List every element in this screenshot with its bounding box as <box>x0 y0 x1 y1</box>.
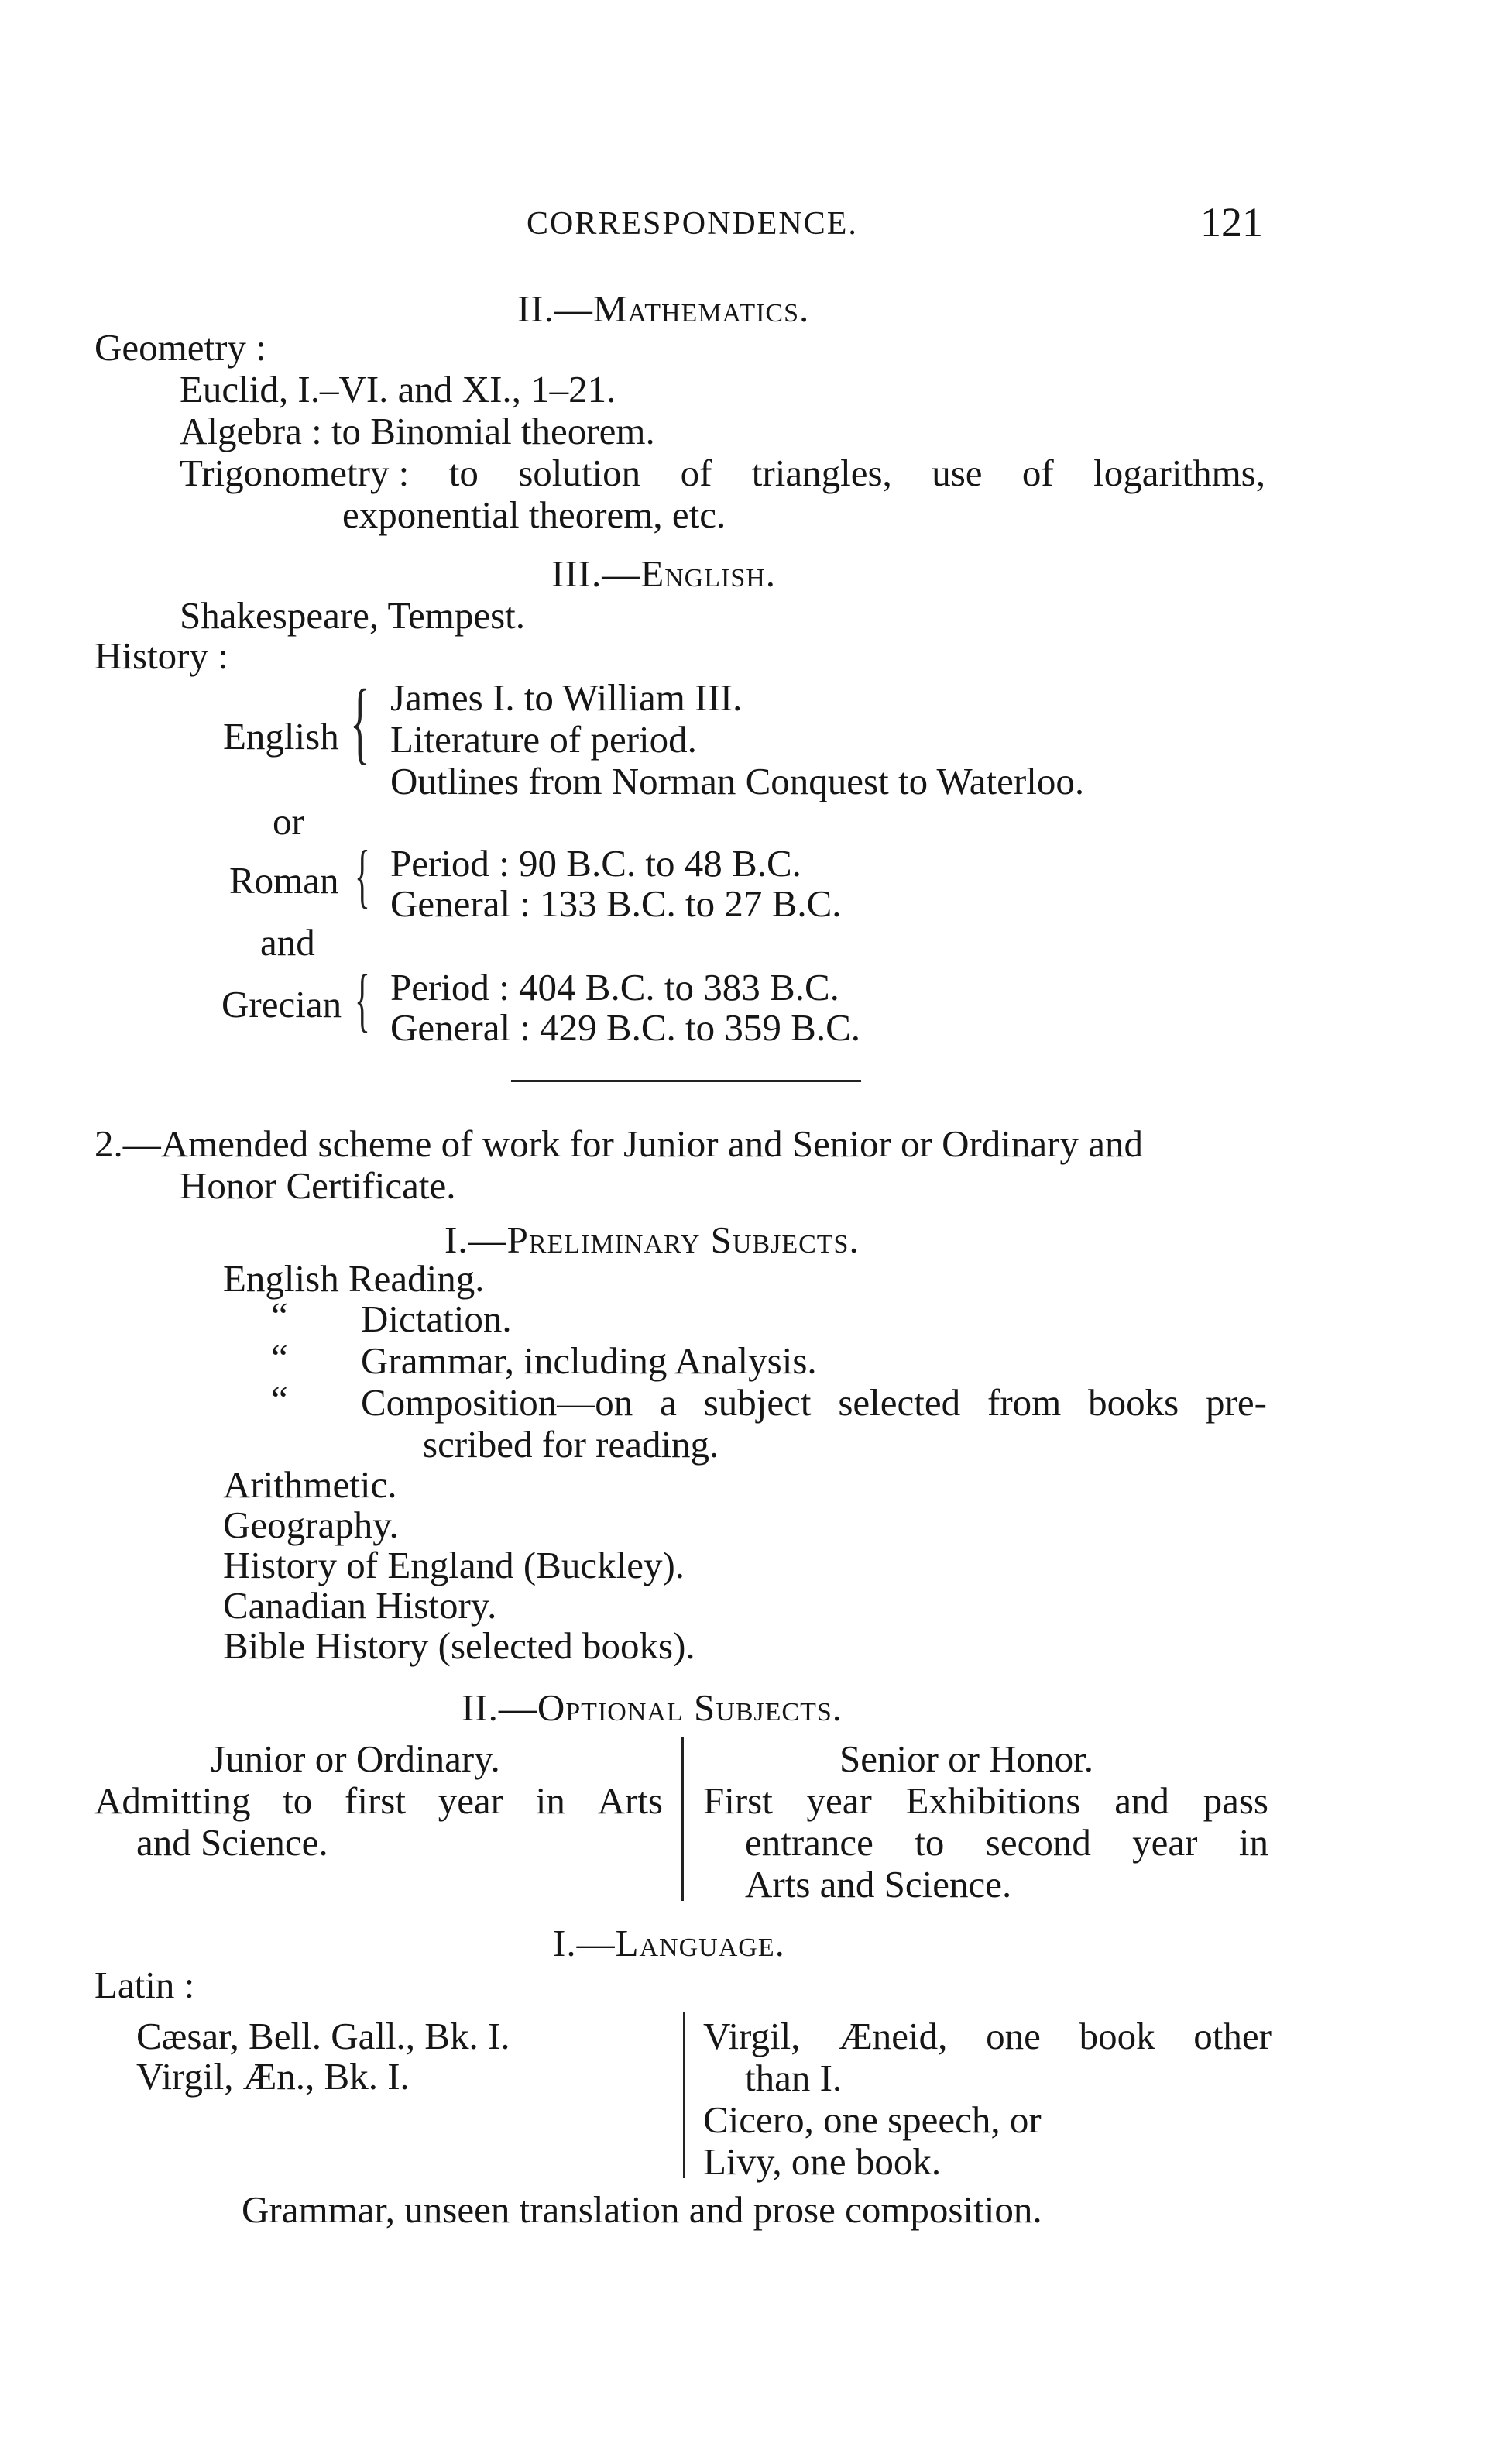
grecian-general: General : 429 B.C. to 359 B.C. <box>390 1006 861 1049</box>
page-number: 121 <box>1200 199 1263 246</box>
grecian-period: Period : 404 B.C. to 383 B.C. <box>390 966 839 1009</box>
roman-period: Period : 90 B.C. to 48 B.C. <box>390 842 801 885</box>
grecian-label: Grecian <box>221 983 342 1026</box>
preliminary-heading: I.—Preliminary Subjects. <box>444 1218 860 1261</box>
english-brace: { <box>350 670 370 773</box>
language-heading: I.—Language. <box>553 1922 785 1964</box>
ditto-mark-1: “ <box>271 1294 288 1337</box>
senior-head: Senior or Honor. <box>839 1737 1093 1780</box>
grammar: Grammar, including Analysis. <box>361 1339 817 1382</box>
running-title: CORRESPONDENCE. <box>527 206 858 242</box>
section2-line-1: 2.—Amended scheme of work for Junior and Senior or Ordinary and <box>94 1122 1143 1165</box>
latin-junior-virgil: Virgil, Æn., Bk. I. <box>136 2055 410 2098</box>
and-connector: and <box>260 921 315 964</box>
senior-line-3: Arts and Science. <box>745 1863 1012 1906</box>
composition-line-2: scribed for reading. <box>423 1423 719 1466</box>
senior-line-2: entrance to second year in <box>745 1821 1268 1864</box>
english-item-james: James I. to William III. <box>390 676 743 719</box>
latin-senior-cicero: Cicero, one speech, or <box>703 2098 1042 2141</box>
latin-senior-than: than I. <box>745 2057 843 2099</box>
senior-line-1: First year Exhibitions and pass <box>703 1779 1268 1822</box>
ditto-mark-2: “ <box>271 1336 288 1379</box>
english-heading: III.—English. <box>551 552 777 595</box>
history-of-england: History of England (Buckley). <box>223 1544 685 1586</box>
composition-line: Composition—on a subject selected from books pre- <box>361 1381 1267 1424</box>
english-item-outlines: Outlines from Norman Conquest to Waterloo. <box>390 760 1085 802</box>
or-connector: or <box>273 800 304 843</box>
latin-senior-livy: Livy, one book. <box>703 2140 942 2183</box>
latin-junior-caesar: Cæsar, Bell. Gall., Bk. I. <box>136 2015 510 2057</box>
english-reading: English Reading. <box>223 1257 485 1300</box>
optional-heading: II.—Optional Subjects. <box>462 1686 843 1729</box>
english-label: English <box>223 715 339 758</box>
canadian-history: Canadian History. <box>223 1584 497 1627</box>
dictation: Dictation. <box>361 1297 512 1340</box>
trigonometry-line-2: exponential theorem, etc. <box>342 493 726 536</box>
junior-line-1: Admitting to first year in Arts <box>94 1779 663 1822</box>
section2-line-2: Honor Certificate. <box>180 1164 456 1207</box>
roman-label: Roman <box>229 859 339 902</box>
grecian-brace: { <box>355 960 370 1039</box>
language-footer: Grammar, unseen translation and prose composition. <box>242 2188 1042 2231</box>
optional-column-divider <box>681 1737 684 1901</box>
latin-label: Latin : <box>94 1964 195 2006</box>
roman-brace: { <box>355 836 370 915</box>
euclid-line: Euclid, I.–VI. and XI., 1–21. <box>180 368 616 411</box>
roman-general: General : 133 B.C. to 27 B.C. <box>390 882 842 925</box>
algebra-line: Algebra : to Binomial theorem. <box>180 410 655 452</box>
arithmetic: Arithmetic. <box>223 1463 397 1506</box>
section-divider <box>511 1080 861 1082</box>
junior-line-2: and Science. <box>136 1821 328 1864</box>
junior-head: Junior or Ordinary. <box>211 1737 500 1780</box>
geometry-label: Geometry : <box>94 326 266 369</box>
history-label: History : <box>94 634 228 677</box>
mathematics-heading: II.—Mathematics. <box>517 287 810 330</box>
trigonometry-line: Trigonometry : to solution of triangles, use of logarithms, <box>180 452 1265 494</box>
geography: Geography. <box>223 1503 399 1546</box>
latin-column-divider <box>683 2012 685 2178</box>
bible-history: Bible History (selected books). <box>223 1624 695 1667</box>
ditto-mark-3: “ <box>271 1378 288 1421</box>
english-item-literature: Literature of period. <box>390 718 697 761</box>
latin-senior-line-1: Virgil, Æneid, one book other <box>703 2015 1272 2057</box>
shakespeare-line: Shakespeare, Tempest. <box>180 594 526 637</box>
